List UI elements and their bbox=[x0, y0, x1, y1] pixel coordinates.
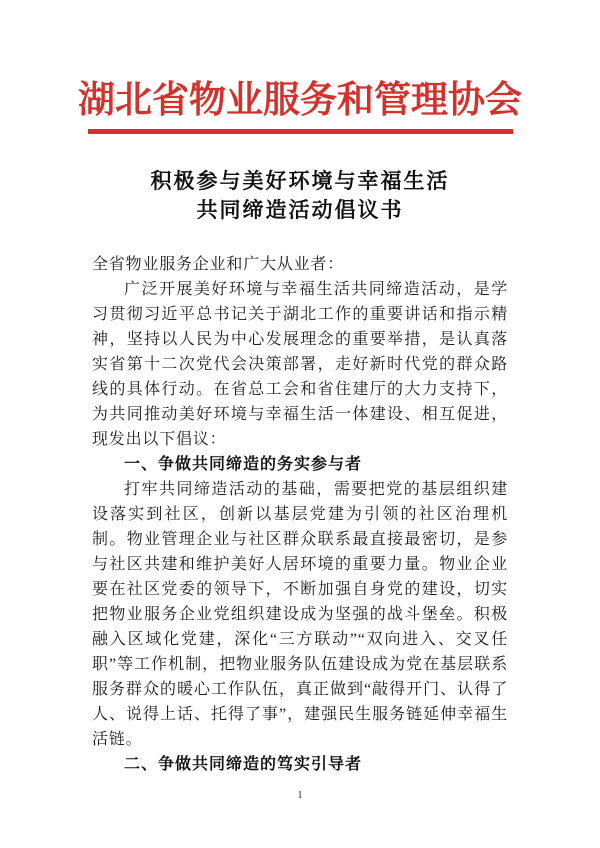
letterhead bbox=[0, 0, 600, 134]
document-body bbox=[92, 252, 508, 777]
organization-name: 湖北省物业服务和管理协会 bbox=[78, 79, 522, 120]
title-line-2: 共同缔造活动倡议书 bbox=[196, 199, 404, 222]
section-2-heading: 二、争做共同缔造的笃实引导者 bbox=[124, 756, 363, 773]
title-line-1: 积极参与美好环境与幸福生活 bbox=[150, 170, 450, 193]
salutation: 全省物业服务企业和广大从业者： bbox=[92, 256, 345, 273]
letterhead-double-rule bbox=[88, 129, 513, 134]
document-title bbox=[0, 167, 600, 225]
page-number: 1 bbox=[297, 789, 303, 801]
section-1-paragraph: 打牢共同缔造活动的基础，需要把党的基层组织建设落实到社区，创新以基层党建为引领的社区治理机制。物业管理企业与社区群众联系最直接最密切，是参与社区共建和维护美好人居环境的重要力量。物业企业要在社区党委的领导下，不断加强自身党的建设，切实把物业服务企业党组织建设成为坚强的战斗堡垒。积极融入区域化党建，深化“三方联动”“双向进入、交叉任职”等工作机制，把物业服务队伍建设成为党在基层联系服务群众的暖心工作队伍，真正做到“敲得开门、认得了人、说得上话、托得了事”，建强民生服务链延伸幸福生活链。 bbox=[92, 481, 508, 748]
page-footer bbox=[0, 788, 600, 802]
section-1-heading: 一、争做共同缔造的务实参与者 bbox=[124, 456, 363, 473]
intro-paragraph: 广泛开展美好环境与幸福生活共同缔造活动，是学习贯彻习近平总书记关于湖北工作的重要讲话和指示精神，坚持以人民为中心发展理念的重要举措，是认真落实省第十二次党代会决策部署，走好新时代党的群众路线的具体行动。在省总工会和省住建厅的大力支持下，为共同推动美好环境与幸福生活一体建设、相互促进，现发出以下倡议： bbox=[92, 281, 508, 448]
